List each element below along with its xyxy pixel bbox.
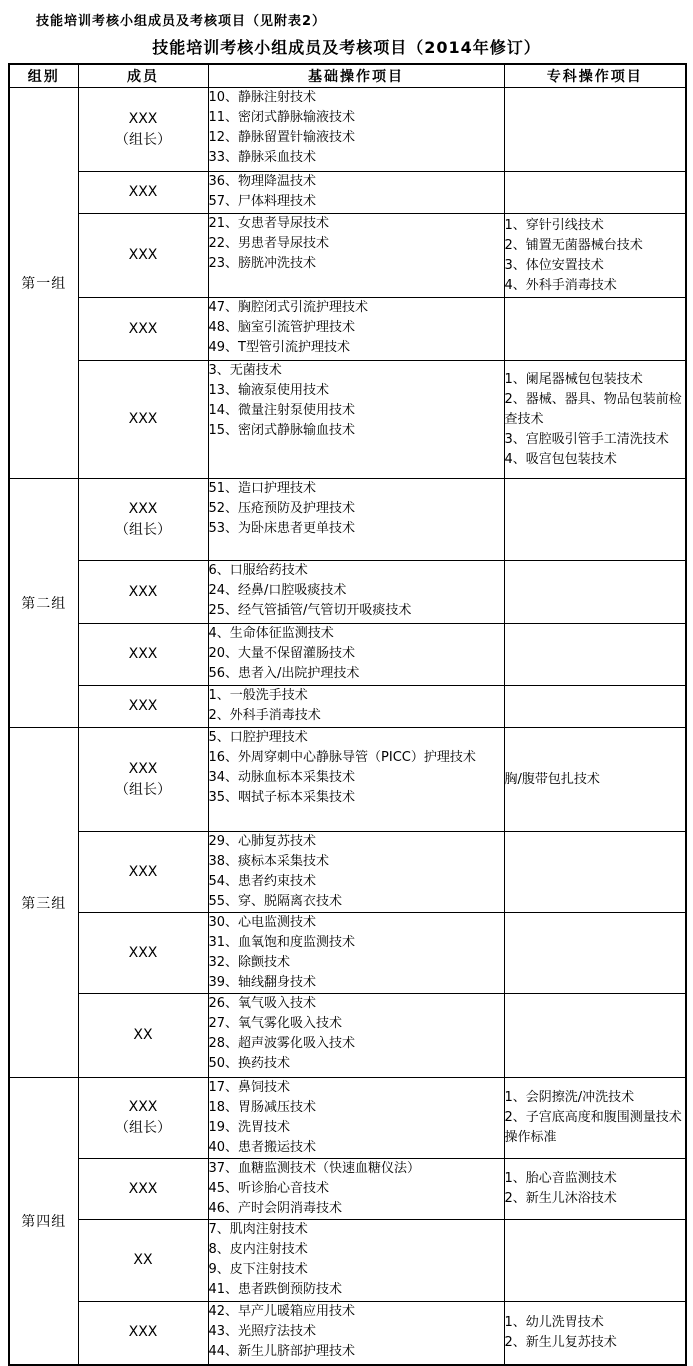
- member-line: （组长）: [115, 131, 171, 148]
- special-item-line: 3、宫腔吸引管手工清洗技术: [504, 431, 669, 447]
- special-item-line: 2、新生儿沐浴技术: [504, 1191, 617, 1206]
- basic-item-line: 31、血氧饱和度监测技术: [208, 935, 356, 950]
- member-line: XXX: [128, 184, 158, 200]
- table-row: [9, 624, 686, 686]
- column-header-3: 专科操作项目: [504, 64, 686, 88]
- special-items-cell: [504, 1302, 686, 1365]
- basic-item-line: 46、产时会阴消毒技术: [208, 1201, 343, 1216]
- member-line: XXX: [128, 247, 158, 263]
- special-items-cell: [504, 994, 686, 1078]
- member-line: XXX: [128, 1324, 158, 1341]
- member-line: XXX: [128, 500, 158, 517]
- special-items-cell: [504, 913, 686, 994]
- basic-item-line: 6、口服给药技术: [208, 563, 308, 578]
- special-items-cell: [504, 361, 686, 479]
- table-row: [9, 361, 686, 479]
- basic-item-line: 55、穿、脱隔离衣技术: [208, 894, 343, 909]
- special-items-cell: [504, 1159, 686, 1220]
- special-item-line: 2、新生儿复苏技术: [504, 1334, 617, 1350]
- basic-item-line: 54、患者约束技术: [208, 874, 317, 889]
- basic-item-line: 40、患者搬运技术: [208, 1140, 317, 1155]
- basic-item-line: 15、密闭式静脉输血技术: [208, 423, 356, 438]
- member-line: （组长）: [115, 1120, 171, 1136]
- special-items-cell: [504, 298, 686, 361]
- member-cell: [78, 624, 208, 686]
- basic-item-line: 12、静脉留置针输液技术: [208, 130, 356, 145]
- member-line: XXX: [128, 1180, 158, 1197]
- basic-items-cell: [208, 298, 504, 361]
- basic-item-line: 8、皮内注射技术: [208, 1242, 308, 1257]
- special-item-line: 1、阑尾器械包包装技术: [504, 371, 643, 387]
- table-row: [9, 994, 686, 1078]
- member-cell: [78, 832, 208, 913]
- member-cell: [78, 1302, 208, 1365]
- member-cell: [78, 728, 208, 832]
- special-items-cell: [504, 172, 686, 214]
- member-line: XXX: [128, 1099, 158, 1115]
- member-cell: [78, 1220, 208, 1302]
- basic-item-line: 13、输液泵使用技术: [208, 383, 330, 398]
- basic-item-line: 5、口腔护理技术: [208, 730, 308, 745]
- basic-item-line: 47、胸腔闭式引流护理技术: [208, 300, 369, 315]
- basic-item-line: 14、微量注射泵使用技术: [208, 403, 356, 418]
- group-cell: 第二组: [9, 479, 78, 728]
- special-item-line: 2、铺置无菌器械台技术: [504, 237, 643, 253]
- table-row: [9, 88, 686, 172]
- special-item-line: 胸/腹带包扎技术: [504, 771, 600, 787]
- basic-item-line: 37、血糖监测技术（快速血糖仪法）: [208, 1161, 421, 1176]
- basic-item-line: 2、外科手消毒技术: [208, 708, 321, 723]
- basic-item-line: 3、无菌技术: [208, 363, 282, 378]
- special-items-cell: [504, 1220, 686, 1302]
- special-item-line: 4、吸宫包包装技术: [504, 451, 617, 467]
- group-cell: 第一组: [9, 88, 78, 479]
- basic-item-line: 33、静脉采血技术: [208, 150, 317, 165]
- basic-items-cell: [208, 214, 504, 298]
- basic-item-line: 4、生命体征监测技术: [208, 626, 334, 641]
- basic-item-line: 34、动脉血标本采集技术: [208, 770, 356, 785]
- member-cell: [78, 479, 208, 561]
- basic-item-line: 9、皮下注射技术: [208, 1262, 308, 1277]
- special-items-cell: [504, 479, 686, 561]
- table-row: [9, 214, 686, 298]
- table-row: [9, 172, 686, 214]
- member-line: XXX: [128, 698, 158, 714]
- basic-item-line: 39、轴线翻身技术: [208, 975, 317, 990]
- member-line: XXX: [128, 944, 158, 961]
- table-row: [9, 1078, 686, 1159]
- basic-items-cell: [208, 88, 504, 172]
- assessment-table: [8, 63, 687, 1366]
- basic-items-cell: [208, 1078, 504, 1159]
- basic-item-line: 32、除颤技术: [208, 955, 291, 970]
- column-header-0: 组别: [9, 64, 78, 88]
- basic-item-line: 24、经鼻/口腔吸痰技术: [208, 583, 347, 598]
- special-item-line: 2、器械、器具、物品包装前检查技术: [504, 391, 682, 427]
- basic-items-cell: [208, 686, 504, 728]
- basic-item-line: 17、鼻饲技术: [208, 1080, 291, 1095]
- special-item-line: 1、幼儿洗胃技术: [504, 1314, 604, 1330]
- basic-item-line: 23、膀胱冲洗技术: [208, 256, 317, 271]
- basic-items-cell: [208, 832, 504, 913]
- special-item-line: 3、体位安置技术: [504, 257, 604, 273]
- basic-item-line: 10、静脉注射技术: [208, 90, 317, 105]
- member-cell: [78, 994, 208, 1078]
- basic-items-cell: [208, 361, 504, 479]
- basic-item-line: 35、咽拭子标本采集技术: [208, 790, 356, 805]
- member-line: XXX: [128, 110, 158, 127]
- member-line: XX: [133, 1027, 153, 1043]
- basic-items-cell: [208, 1302, 504, 1365]
- special-items-cell: [504, 1078, 686, 1159]
- basic-item-line: 43、光照疗法技术: [208, 1324, 317, 1339]
- table-row: [9, 1220, 686, 1302]
- special-item-line: 4、外科手消毒技术: [504, 277, 617, 293]
- basic-item-line: 44、新生儿脐部护理技术: [208, 1344, 356, 1359]
- special-items-cell: [504, 561, 686, 624]
- member-cell: [78, 1159, 208, 1220]
- basic-item-line: 45、听诊胎心音技术: [208, 1181, 330, 1196]
- basic-item-line: 28、超声波雾化吸入技术: [208, 1036, 356, 1051]
- basic-items-cell: [208, 1220, 504, 1302]
- member-line: XXX: [128, 863, 158, 880]
- column-header-2: 基础操作项目: [208, 64, 504, 88]
- member-line: （组长）: [115, 781, 171, 798]
- basic-item-line: 57、尸体料理技术: [208, 194, 317, 209]
- table-row: [9, 728, 686, 832]
- special-items-cell: [504, 728, 686, 832]
- basic-items-cell: [208, 561, 504, 624]
- member-line: XXX: [128, 646, 158, 662]
- special-items-cell: [504, 214, 686, 298]
- basic-item-line: 30、心电监测技术: [208, 915, 317, 930]
- group-cell: 第三组: [9, 728, 78, 1078]
- member-cell: [78, 561, 208, 624]
- basic-item-line: 27、氧气雾化吸入技术: [208, 1016, 343, 1031]
- member-cell: [78, 88, 208, 172]
- basic-item-line: 42、早产儿暖箱应用技术: [208, 1304, 356, 1319]
- basic-items-cell: [208, 1159, 504, 1220]
- basic-item-line: 48、脑室引流管护理技术: [208, 320, 356, 335]
- basic-items-cell: [208, 913, 504, 994]
- special-item-line: 1、胎心音监测技术: [504, 1171, 617, 1186]
- column-header-1: 成员: [78, 64, 208, 88]
- basic-item-line: 52、压疮预防及护理技术: [208, 501, 356, 516]
- table-row: [9, 298, 686, 361]
- table-row: [9, 832, 686, 913]
- basic-items-cell: [208, 624, 504, 686]
- basic-item-line: 7、肌肉注射技术: [208, 1222, 308, 1237]
- special-items-cell: [504, 832, 686, 913]
- group-cell: 第四组: [9, 1078, 78, 1365]
- special-items-cell: [504, 88, 686, 172]
- basic-item-line: 36、物理降温技术: [208, 174, 317, 189]
- special-item-line: 1、会阴擦洗/冲洗技术: [504, 1090, 635, 1105]
- member-line: XXX: [128, 320, 158, 337]
- basic-item-line: 38、痰标本采集技术: [208, 854, 330, 869]
- table-row: [9, 561, 686, 624]
- member-line: XX: [133, 1252, 153, 1268]
- basic-items-cell: [208, 728, 504, 832]
- special-item-line: 1、穿针引线技术: [504, 217, 604, 233]
- basic-item-line: 18、胃肠减压技术: [208, 1100, 317, 1115]
- table-row: [9, 1302, 686, 1365]
- basic-items-cell: [208, 172, 504, 214]
- basic-item-line: 53、为卧床患者更单技术: [208, 521, 356, 536]
- basic-item-line: 56、患者入/出院护理技术: [208, 666, 360, 681]
- member-line: XXX: [128, 411, 158, 427]
- member-cell: [78, 361, 208, 479]
- basic-item-line: 50、换药技术: [208, 1056, 291, 1071]
- member-line: XXX: [128, 760, 158, 777]
- basic-item-line: 29、心肺复苏技术: [208, 834, 317, 849]
- basic-item-line: 16、外周穿刺中心静脉导管（PICC）护理技术: [208, 750, 476, 765]
- special-items-cell: [504, 624, 686, 686]
- basic-item-line: 20、大量不保留灌肠技术: [208, 646, 356, 661]
- basic-item-line: 51、造口护理技术: [208, 481, 317, 496]
- member-cell: [78, 214, 208, 298]
- basic-item-line: 21、女患者导尿技术: [208, 216, 330, 231]
- basic-item-line: 49、T型管引流护理技术: [208, 340, 350, 355]
- member-cell: [78, 172, 208, 214]
- basic-items-cell: [208, 479, 504, 561]
- basic-item-line: 41、患者跌倒预防技术: [208, 1282, 343, 1297]
- special-items-cell: [504, 686, 686, 728]
- table-row: [9, 479, 686, 561]
- page-title: 技能培训考核小组成员及考核项目（2014年修订）: [152, 38, 541, 57]
- basic-item-line: 25、经气管插管/气管切开吸痰技术: [208, 603, 412, 618]
- table-row: [9, 1159, 686, 1220]
- basic-item-line: 1、一般洗手技术: [208, 688, 308, 703]
- basic-item-line: 26、氧气吸入技术: [208, 996, 317, 1011]
- basic-items-cell: [208, 994, 504, 1078]
- table-row: [9, 913, 686, 994]
- table-row: [9, 686, 686, 728]
- member-cell: [78, 298, 208, 361]
- special-item-line: 2、子宫底高度和腹围测量技术操作标准: [504, 1110, 682, 1145]
- member-line: （组长）: [115, 521, 171, 538]
- document-note: 技能培训考核小组成员及考核项目（见附表2）: [36, 14, 327, 29]
- member-cell: [78, 1078, 208, 1159]
- basic-item-line: 22、男患者导尿技术: [208, 236, 330, 251]
- table-header-row: [9, 64, 686, 88]
- member-cell: [78, 686, 208, 728]
- member-line: XXX: [128, 583, 158, 600]
- basic-item-line: 11、密闭式静脉输液技术: [208, 110, 356, 125]
- member-cell: [78, 913, 208, 994]
- basic-item-line: 19、洗胃技术: [208, 1120, 291, 1135]
